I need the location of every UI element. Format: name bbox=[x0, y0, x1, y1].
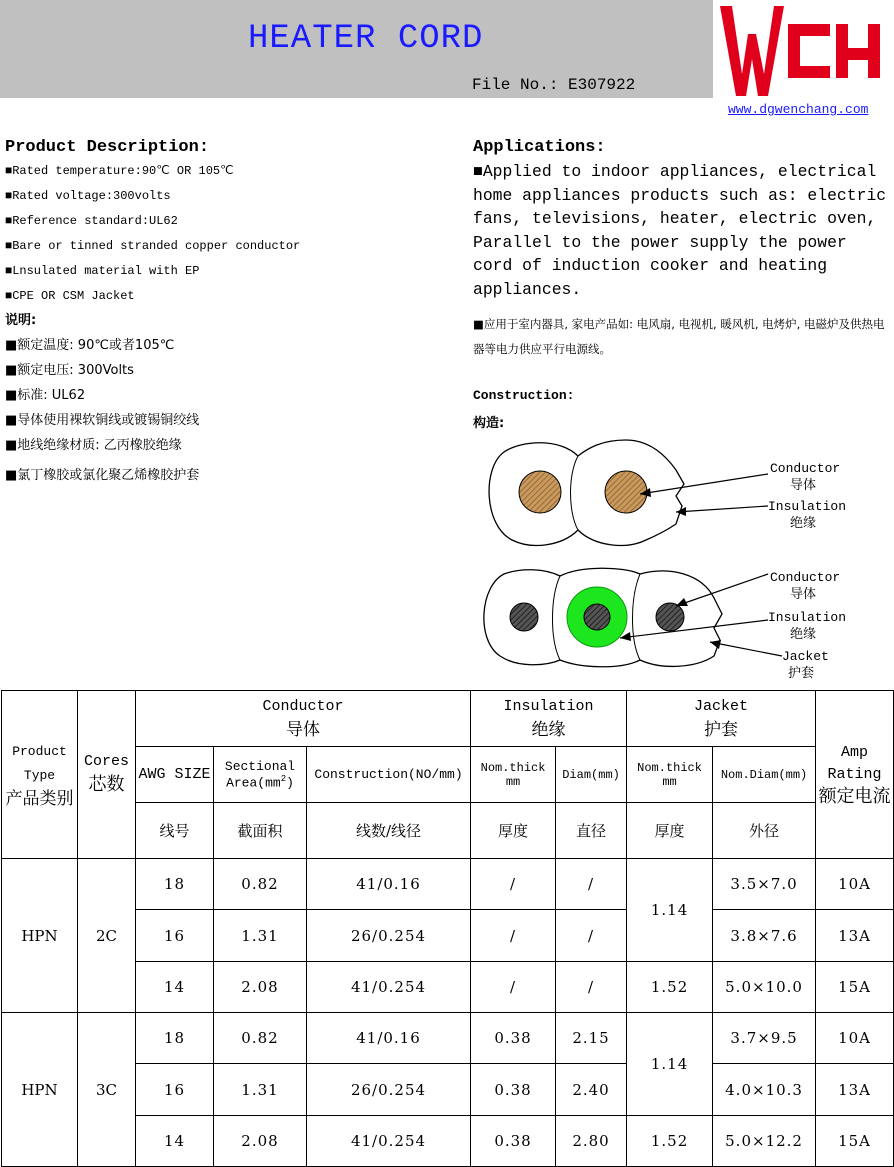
jk-diam-cell: 3.7×9.5 bbox=[713, 1013, 816, 1064]
awg-cell: 14 bbox=[136, 962, 214, 1013]
conductor-2c-left bbox=[519, 471, 561, 513]
desc-item: ■CPE OR CSM Jacket bbox=[5, 289, 135, 303]
construction-cn-title: 构造: bbox=[473, 416, 505, 431]
construction-cell: 41/0.254 bbox=[307, 1116, 471, 1167]
cn-desc-item: ■额定温度: 90℃或者105℃ bbox=[5, 338, 175, 353]
ins-thick-cell: / bbox=[471, 962, 556, 1013]
desc-item: ■Rated temperature:90℃ OR 105℃ bbox=[5, 164, 234, 178]
cn-desc-item: ■氯丁橡胶或氯化聚乙烯橡胶护套 bbox=[5, 468, 200, 483]
label-insulation-3c: Insulation bbox=[768, 610, 847, 625]
desc-item: ■Bare or tinned stranded copper conductor bbox=[5, 239, 301, 253]
file-number: File No.: E307922 bbox=[472, 76, 636, 94]
amp-cell: 15A bbox=[816, 962, 894, 1013]
applications-cn-text: ■应用于室内器具, 家电产品如: 电风扇, 电视机, 暖风机, 电烤炉, 电磁炉及供热电器等电力供应平行电源线。 bbox=[473, 317, 885, 356]
cores-cell: 2C bbox=[78, 859, 136, 1013]
amp-cell: 13A bbox=[816, 910, 894, 962]
construction-cell: 26/0.254 bbox=[307, 1064, 471, 1116]
header-product-type: Product Type 产品类别 bbox=[2, 691, 78, 859]
wch-logo bbox=[718, 4, 890, 100]
desc-item: ■Lnsulated material with EP bbox=[5, 264, 200, 278]
spec-table bbox=[1, 690, 894, 1167]
label-insulation-3c-cn: 绝缘 bbox=[790, 627, 817, 642]
ins-thick-cell: 0.38 bbox=[471, 1064, 556, 1116]
awg-cell: 14 bbox=[136, 1116, 214, 1167]
page-title: HEATER CORD bbox=[248, 20, 484, 58]
jk-thick-cell: 1.14 bbox=[627, 859, 713, 962]
conductor-3c-left bbox=[510, 603, 538, 631]
header-ins-thick: Nom.thick mm bbox=[471, 747, 556, 803]
amp-cell: 10A bbox=[816, 859, 894, 910]
jk-diam-cell: 3.5×7.0 bbox=[713, 859, 816, 910]
conductor-2c-right bbox=[605, 471, 647, 513]
construction-diagram bbox=[470, 434, 894, 684]
header-cores: Cores 芯数 bbox=[78, 691, 136, 859]
table-row bbox=[2, 910, 894, 962]
product-type-cell: HPN bbox=[2, 859, 78, 1013]
conductor-3c-right bbox=[656, 603, 684, 631]
ins-diam-cell: 2.80 bbox=[556, 1116, 627, 1167]
label-conductor-2c: Conductor bbox=[770, 461, 841, 476]
label-insulation-2c-cn: 绝缘 bbox=[790, 516, 817, 531]
header-conductor: Conductor 导体 bbox=[136, 691, 471, 747]
desc-item: ■Reference standard:UL62 bbox=[5, 214, 178, 228]
label-conductor-2c-cn: 导体 bbox=[790, 478, 817, 493]
awg-cell: 18 bbox=[136, 859, 214, 910]
jk-diam-cell: 5.0×10.0 bbox=[713, 962, 816, 1013]
header-sectional-cn: 截面积 bbox=[214, 803, 307, 859]
amp-cell: 15A bbox=[816, 1116, 894, 1167]
two-core-cross-section bbox=[489, 440, 684, 545]
product-description-list bbox=[5, 162, 460, 491]
cn-description-title: 说明: bbox=[5, 313, 37, 328]
applications-text: ■Applied to indoor appliances, electrical home appliances products such as: electric fans, televisions, heater, electric oven, Parallel to the power supply the power cord of induction cooker and heating appliances. bbox=[473, 162, 887, 299]
header-awg-cn: 线号 bbox=[136, 803, 214, 859]
cn-desc-item: ■标准: UL62 bbox=[5, 388, 86, 403]
table-row bbox=[2, 1064, 894, 1116]
area-cell: 1.31 bbox=[214, 910, 307, 962]
header-jacket: Jacket 护套 bbox=[627, 691, 816, 747]
area-cell: 1.31 bbox=[214, 1064, 307, 1116]
label-jacket: Jacket bbox=[782, 649, 829, 664]
header-jk-thick: Nom.thick mm bbox=[627, 747, 713, 803]
construction-cell: 41/0.16 bbox=[307, 1013, 471, 1064]
ins-diam-cell: 2.15 bbox=[556, 1013, 627, 1064]
label-jacket-cn: 护套 bbox=[788, 666, 815, 681]
awg-cell: 16 bbox=[136, 910, 214, 962]
construction-cell: 41/0.16 bbox=[307, 859, 471, 910]
header-jk-diam: Nom.Diam(mm) bbox=[713, 747, 816, 803]
product-type-cell: HPN bbox=[2, 1013, 78, 1167]
ins-diam-cell: / bbox=[556, 859, 627, 910]
cn-desc-item: ■导体使用裸软铜线或镀锡铜绞线 bbox=[5, 413, 200, 428]
awg-cell: 18 bbox=[136, 1013, 214, 1064]
header-sectional-area: Sectional $Area(mm^2)$ bbox=[214, 747, 307, 803]
area-cell: 0.82 bbox=[214, 1013, 307, 1064]
desc-item: ■Rated voltage:300volts bbox=[5, 189, 171, 203]
jk-thick-cell: 1.52 bbox=[627, 962, 713, 1013]
area-cell: 2.08 bbox=[214, 962, 307, 1013]
cn-desc-item: ■额定电压: 300Volts bbox=[5, 363, 134, 378]
table-row bbox=[2, 1013, 894, 1064]
construction-cell: 41/0.254 bbox=[307, 962, 471, 1013]
cores-cell: 3C bbox=[78, 1013, 136, 1167]
header-ins-thick-cn: 厚度 bbox=[471, 803, 556, 859]
table-row bbox=[2, 1116, 894, 1167]
area-cell: 2.08 bbox=[214, 1116, 307, 1167]
jk-diam-cell: 3.8×7.6 bbox=[713, 910, 816, 962]
ins-thick-cell: 0.38 bbox=[471, 1116, 556, 1167]
header-construction-cn: 线数/线径 bbox=[307, 803, 471, 859]
area-cell: 0.82 bbox=[214, 859, 307, 910]
label-conductor-3c: Conductor bbox=[770, 570, 841, 585]
header-jk-diam-cn: 外径 bbox=[713, 803, 816, 859]
header-ins-diam: Diam(mm) bbox=[556, 747, 627, 803]
header-construction: Construction(NO/mm) bbox=[307, 747, 471, 803]
header-ins-diam-cn: 直径 bbox=[556, 803, 627, 859]
ins-thick-cell: 0.38 bbox=[471, 1013, 556, 1064]
cn-desc-item: ■地线绝缘材质: 乙丙橡胶绝缘 bbox=[5, 438, 182, 453]
header-amp-rating: Amp Rating 额定电流 bbox=[816, 691, 894, 859]
label-insulation-2c: Insulation bbox=[768, 499, 847, 514]
header-jk-thick-cn: 厚度 bbox=[627, 803, 713, 859]
jk-diam-cell: 5.0×12.2 bbox=[713, 1116, 816, 1167]
three-core-cross-section bbox=[484, 568, 722, 667]
ins-diam-cell: / bbox=[556, 910, 627, 962]
table-row bbox=[2, 962, 894, 1013]
construction-title: Construction: bbox=[473, 388, 575, 403]
header-awg: AWG SIZE bbox=[136, 747, 214, 803]
awg-cell: 16 bbox=[136, 1064, 214, 1116]
applications-title: Applications: bbox=[473, 138, 606, 157]
ins-diam-cell: 2.40 bbox=[556, 1064, 627, 1116]
website-link[interactable]: www.dgwenchang.com bbox=[728, 102, 869, 117]
ins-diam-cell: / bbox=[556, 962, 627, 1013]
jk-thick-cell: 1.14 bbox=[627, 1013, 713, 1116]
amp-cell: 13A bbox=[816, 1064, 894, 1116]
label-conductor-3c-cn: 导体 bbox=[790, 587, 817, 602]
construction-cell: 26/0.254 bbox=[307, 910, 471, 962]
ins-thick-cell: / bbox=[471, 859, 556, 910]
conductor-3c-ground bbox=[584, 604, 610, 630]
ins-thick-cell: / bbox=[471, 910, 556, 962]
header-insulation: Insulation 绝缘 bbox=[471, 691, 627, 747]
product-description-title: Product Description: bbox=[5, 138, 210, 157]
jk-thick-cell: 1.52 bbox=[627, 1116, 713, 1167]
amp-cell: 10A bbox=[816, 1013, 894, 1064]
table-row bbox=[2, 859, 894, 910]
jk-diam-cell: 4.0×10.3 bbox=[713, 1064, 816, 1116]
